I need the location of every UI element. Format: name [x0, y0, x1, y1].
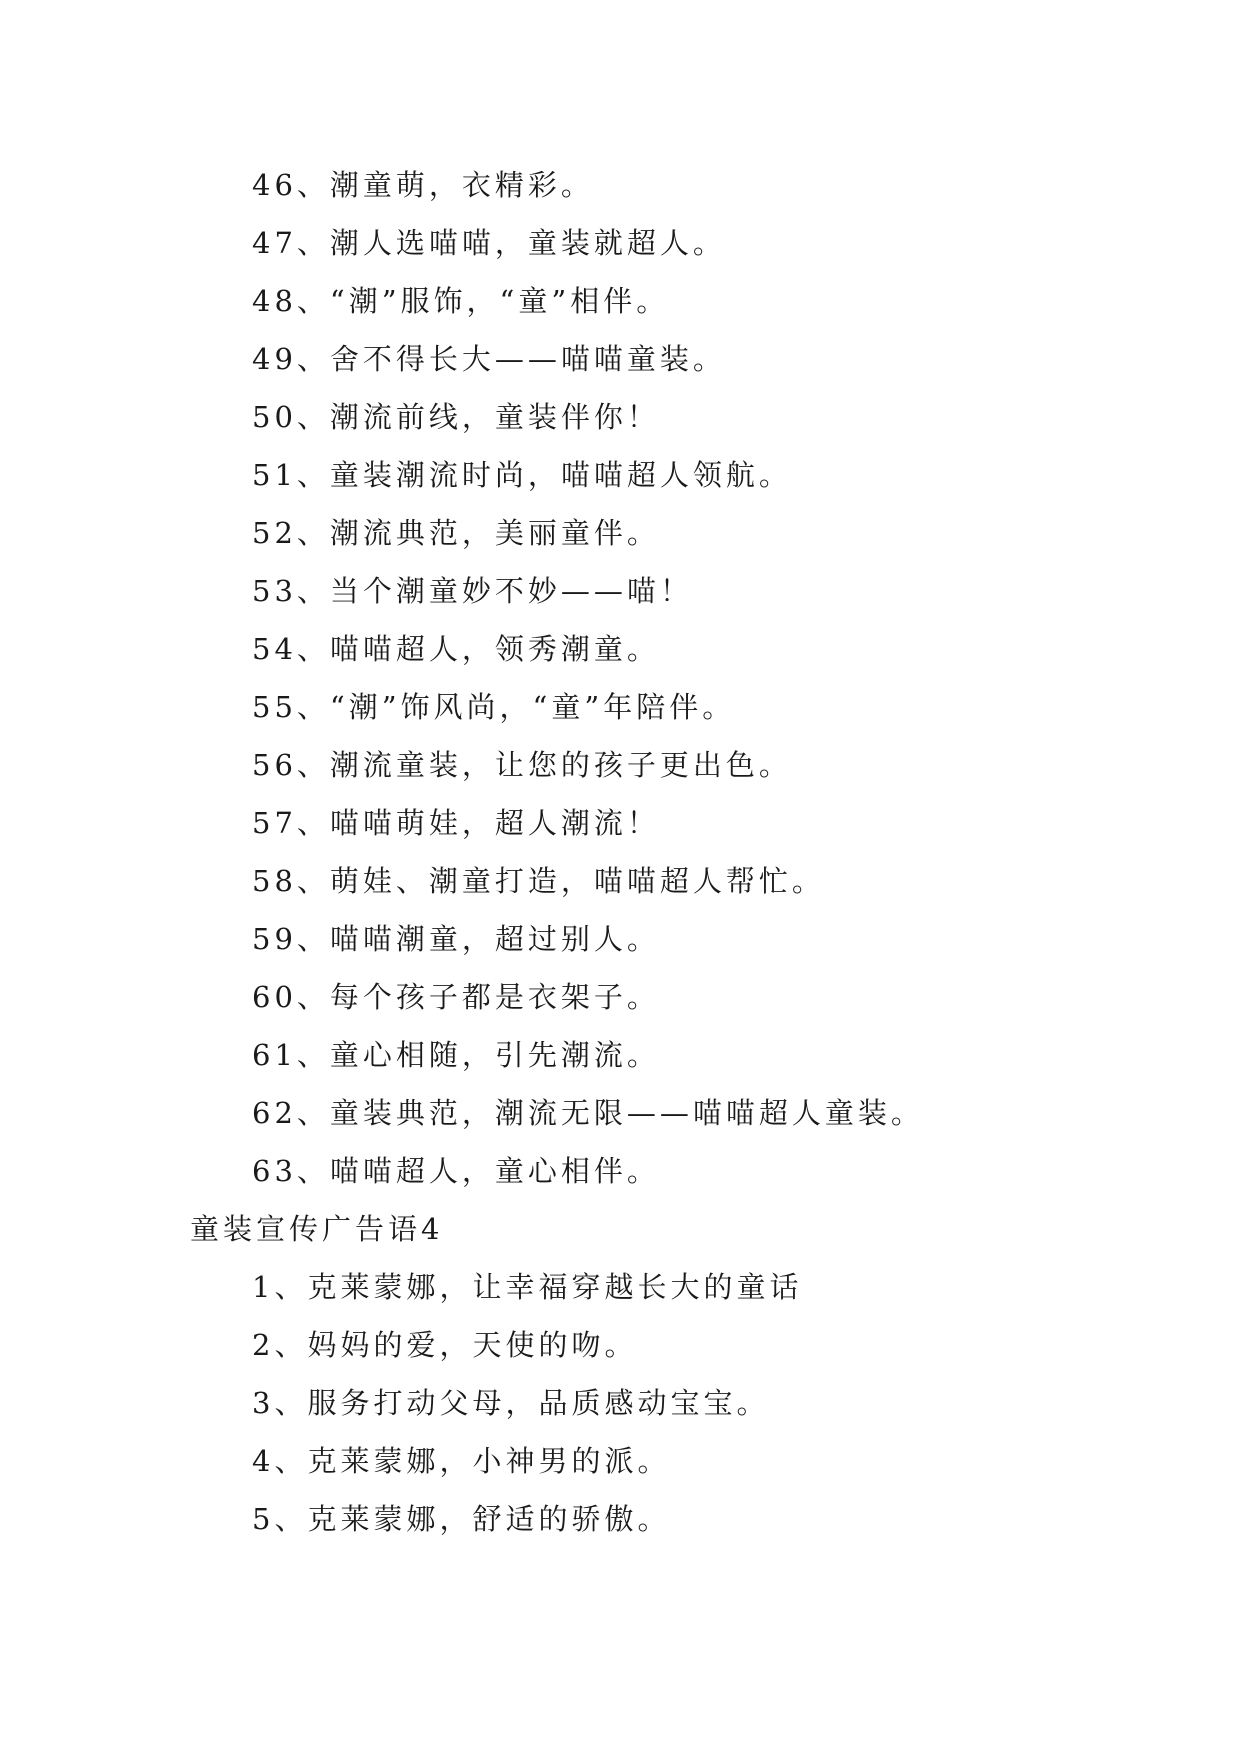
list-item: 57、喵喵萌娃，超人潮流！: [252, 806, 660, 840]
list-item: 50、潮流前线，童装伴你！: [252, 400, 660, 434]
list-item: 1、克莱蒙娜，让幸福穿越长大的童话: [252, 1270, 803, 1304]
list-item: 4、克莱蒙娜，小神男的派。: [252, 1444, 671, 1478]
list-item: 63、喵喵超人，童心相伴。: [252, 1154, 660, 1188]
list-item: 5、克莱蒙娜，舒适的骄傲。: [252, 1502, 671, 1536]
list-item: 48、“潮”服饰，“童”相伴。: [252, 284, 670, 318]
list-item: 60、每个孩子都是衣架子。: [252, 980, 660, 1014]
list-item: 55、“潮”饰风尚，“童”年陪伴。: [252, 690, 736, 724]
list-item: 54、喵喵超人，领秀潮童。: [252, 632, 660, 666]
list-item: 2、妈妈的爱，天使的吻。: [252, 1328, 638, 1362]
section-heading: 童装宣传广告语4: [190, 1212, 444, 1246]
list-item: 47、潮人选喵喵，童装就超人。: [252, 226, 726, 260]
list-item: 53、当个潮童妙不妙——喵！: [252, 574, 693, 608]
list-item: 3、服务打动父母，品质感动宝宝。: [252, 1386, 770, 1420]
list-item: 61、童心相随，引先潮流。: [252, 1038, 660, 1072]
list-item: 46、潮童萌，衣精彩。: [252, 168, 594, 202]
list-item: 62、童装典范，潮流无限——喵喵超人童装。: [252, 1096, 924, 1130]
list-item: 52、潮流典范，美丽童伴。: [252, 516, 660, 550]
list-item: 59、喵喵潮童，超过别人。: [252, 922, 660, 956]
list-item: 51、童装潮流时尚，喵喵超人领航。: [252, 458, 792, 492]
list-item: 56、潮流童装，让您的孩子更出色。: [252, 748, 792, 782]
list-item: 49、舍不得长大——喵喵童装。: [252, 342, 726, 376]
list-item: 58、萌娃、潮童打造，喵喵超人帮忙。: [252, 864, 825, 898]
